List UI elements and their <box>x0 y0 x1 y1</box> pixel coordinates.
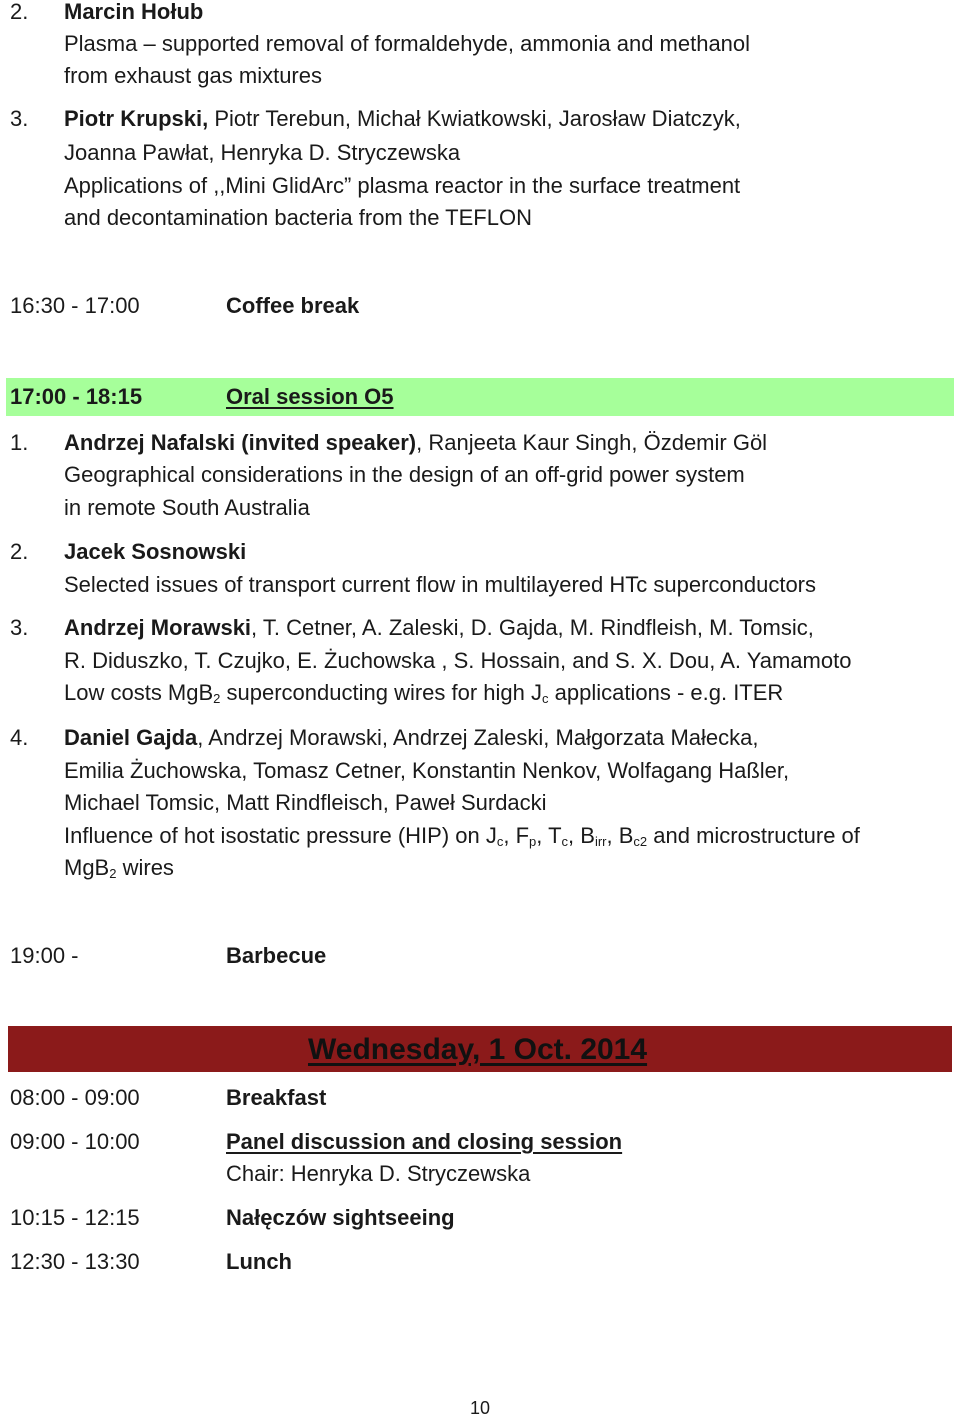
item-title: Applications of ,,Mini GlidArc” plasma reactor in the surface treatment <box>64 173 741 198</box>
schedule-event: Panel discussion and closing session <box>226 1129 623 1154</box>
item-authors <box>64 612 814 644</box>
title-part: , T <box>536 823 562 848</box>
item-number: 2. <box>10 0 29 24</box>
item-title: Selected issues of transport current flow in multilayered HTc superconductors <box>64 572 817 597</box>
title-subscript: c <box>561 834 569 849</box>
schedule-event: Coffee break <box>226 293 360 318</box>
item-authors: Jacek Sosnowski <box>64 539 247 564</box>
item-title: Geographical considerations in the design of an off-grid power system <box>64 462 745 487</box>
session-time: 17:00 - 18:15 <box>10 384 143 409</box>
item-authors <box>64 722 759 754</box>
item-authors-lead: Daniel Gajda <box>64 725 198 750</box>
item-authors-rest: , T. Cetner, A. Zaleski, D. Gajda, M. Rindfleish, M. Tomsic, <box>251 615 814 640</box>
item-authors-rest: , Ranjeeta Kaur Singh, Özdemir Göl <box>416 430 768 455</box>
title-subscript: irr <box>594 834 607 849</box>
schedule-time: 16:30 - 17:00 <box>10 293 140 318</box>
session-highlight-band <box>6 378 954 416</box>
title-subscript: c <box>496 834 504 849</box>
item-authors-lead: Andrzej Nafalski (invited speaker) <box>64 430 417 455</box>
item-title <box>64 852 174 884</box>
item-authors: R. Diduszko, T. Czujko, E. Żuchowska , S. Hossain, and S. X. Dou, A. Yamamoto <box>64 648 852 673</box>
item-authors-rest: Piotr Terebun, Michał Kwiatkowski, Jarosław Diatczyk, <box>208 106 741 131</box>
title-part: , B <box>606 823 634 848</box>
title-subscript: 2 <box>109 866 117 881</box>
item-authors <box>64 427 767 459</box>
item-authors-rest: , Andrzej Morawski, Andrzej Zaleski, Małgorzata Małecka, <box>197 725 759 750</box>
title-part: applications - e.g. ITER <box>548 680 784 705</box>
page-number: 10 <box>469 1398 491 1418</box>
item-number: 1. <box>10 430 29 455</box>
item-authors: Joanna Pawłat, Henryka D. Stryczewska <box>64 140 461 165</box>
schedule-event: Lunch <box>226 1249 292 1274</box>
item-title <box>64 677 783 709</box>
item-authors: Emilia Żuchowska, Tomasz Cetner, Konstantin Nenkov, Wolfagang Haßler, <box>64 758 790 783</box>
day-title: Wednesday, 1 Oct. 2014 <box>308 1033 648 1066</box>
title-part: and microstructure of <box>647 823 860 848</box>
title-part: , F <box>503 823 530 848</box>
title-part: Influence of hot isostatic pressure (HIP) on J <box>64 823 497 848</box>
title-part: Low costs MgB <box>64 680 214 705</box>
item-authors <box>64 103 741 135</box>
item-authors: Michael Tomsic, Matt Rindfleisch, Paweł Surdacki <box>64 790 547 815</box>
schedule-event: Nałęczów sightseeing <box>226 1205 455 1230</box>
item-title <box>64 820 860 852</box>
item-number: 3. <box>10 615 29 640</box>
title-subscript: 2 <box>213 691 221 706</box>
session-chair: Chair: Henryka D. Stryczewska <box>226 1161 531 1186</box>
title-subscript: p <box>529 834 537 849</box>
item-title: from exhaust gas mixtures <box>64 63 322 88</box>
title-part: , B <box>568 823 595 848</box>
item-title: and decontamination bacteria from the TEFLON <box>64 205 532 230</box>
item-title: in remote South Australia <box>64 495 310 520</box>
title-part: wires <box>116 855 174 880</box>
schedule-event: Barbecue <box>226 943 327 968</box>
schedule-time: 12:30 - 13:30 <box>10 1249 140 1274</box>
title-subscript: c2 <box>633 834 648 849</box>
item-title: Plasma – supported removal of formaldehyde, ammonia and methanol <box>64 31 751 56</box>
session-title: Oral session O5 <box>226 384 394 409</box>
title-subscript: c <box>542 691 549 706</box>
item-authors-lead: Piotr Krupski, <box>64 106 209 131</box>
schedule-event: Breakfast <box>226 1085 327 1110</box>
title-part: MgB <box>64 855 110 880</box>
schedule-time: 19:00 - <box>10 943 79 968</box>
item-authors: Marcin Hołub <box>64 0 204 24</box>
schedule-time: 09:00 - 10:00 <box>10 1129 140 1154</box>
schedule-time: 10:15 - 12:15 <box>10 1205 140 1230</box>
schedule-time: 08:00 - 09:00 <box>10 1085 140 1110</box>
item-number: 4. <box>10 725 29 750</box>
item-authors-lead: Andrzej Morawski <box>64 615 252 640</box>
item-number: 3. <box>10 106 29 131</box>
title-part: superconducting wires for high J <box>220 680 543 705</box>
item-number: 2. <box>10 539 29 564</box>
